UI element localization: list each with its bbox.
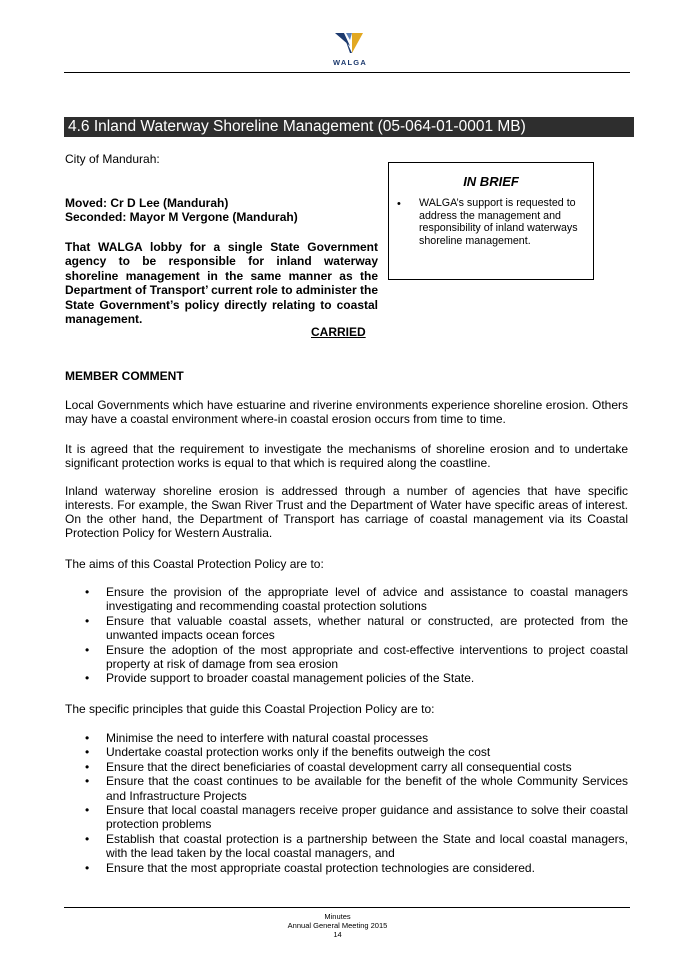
comment-paragraph-3: Inland waterway shoreline erosion is addressed through a number of agencies that have specific interests. For example, the Swan River Trust and the Department of Water have specific areas of interest. On the other hand, the Department of Transport has carriage of coastal management via its Coastal Protection Policy for Western Australia. bbox=[65, 484, 628, 540]
aims-intro: The aims of this Coastal Protection Policy are to: bbox=[65, 557, 324, 571]
bullet-icon: • bbox=[85, 642, 90, 657]
page-number: 14 bbox=[333, 930, 342, 939]
header-divider bbox=[64, 72, 630, 73]
moved-by: Moved: Cr D Lee (Mandurah) bbox=[65, 196, 229, 210]
list-item: • Ensure the provision of the appropriate level of advice and assistance to coastal managers investigating and recommending coastal protection solutions bbox=[85, 585, 628, 614]
bullet-icon: • bbox=[85, 803, 90, 818]
motion-text: That WALGA lobby for a single State Government agency to be responsible for inland waterway shoreline management in the same manner as the Department of Transport’ current role to administer the State Government’s policy directly relating to coastal management. bbox=[65, 240, 378, 327]
comment-paragraph-1: Local Governments which have estuarine and riverine environments experience shoreline erosion. Others may have a coastal environment where-in coastal erosion occurs from time to time. bbox=[65, 398, 628, 426]
list-item: • Ensure the adoption of the most appropriate and cost-effective interventions to project coastal property at risk of damage from sea erosion bbox=[85, 642, 628, 672]
list-item: • Ensure that valuable coastal assets, whether natural or constructed, are protected from the unwanted impacts ocean forces bbox=[85, 613, 628, 643]
footer-meeting: Annual General Meeting 2015 bbox=[287, 921, 388, 930]
section-heading: 4.6 Inland Waterway Shoreline Management (05-064-01-0001 MB) bbox=[64, 117, 634, 137]
list-item: • Ensure that local coastal managers receive proper guidance and assistance to solve their coastal protection problems bbox=[85, 803, 628, 832]
list-item: • Establish that coastal protection is a partnership between the State and local coastal managers, with the lead taken by the local coastal managers, and bbox=[85, 831, 628, 861]
bullet-icon: • bbox=[85, 585, 90, 599]
bullet-icon: • bbox=[397, 198, 401, 210]
bullet-icon: • bbox=[85, 745, 90, 760]
list-item: • Undertake coastal protection works only if the benefits outweigh the cost bbox=[85, 745, 491, 760]
list-item: • Ensure that the most appropriate coastal protection technologies are considered. bbox=[85, 860, 535, 875]
bullet-icon: • bbox=[85, 671, 90, 686]
list-item: • Minimise the need to interfere with natural coastal processes bbox=[85, 731, 429, 745]
list-item: • Ensure that the direct beneficiaries of coastal development carry all consequential costs bbox=[85, 759, 572, 774]
comment-paragraph-2: It is agreed that the requirement to investigate the mechanisms of shoreline erosion and to undertake significant protection works is equal to that which is required along the coastline. bbox=[65, 442, 628, 470]
logo-text: WALGA bbox=[333, 58, 367, 67]
footer-title: Minutes bbox=[324, 912, 351, 921]
footer-divider bbox=[64, 907, 630, 908]
list-item: • Provide support to broader coastal management policies of the State. bbox=[85, 671, 475, 686]
bullet-icon: • bbox=[85, 860, 90, 875]
motion-result: CARRIED bbox=[311, 325, 366, 339]
principles-list bbox=[85, 731, 628, 875]
member-comment-heading: MEMBER COMMENT bbox=[65, 369, 184, 383]
bullet-icon: • bbox=[85, 759, 90, 774]
in-brief-title: IN BRIEF bbox=[463, 174, 519, 189]
list-item: • Ensure that the coast continues to be available for the benefit of the whole Community Services and Infrastructure Projects bbox=[85, 774, 628, 803]
submitter: City of Mandurah: bbox=[65, 152, 160, 166]
bullet-icon: • bbox=[85, 731, 90, 745]
in-brief-box bbox=[388, 162, 594, 280]
in-brief-text: WALGA’s support is requested to address the management and responsibility of inland waterways shoreline management. bbox=[419, 197, 578, 247]
bullet-icon: • bbox=[85, 613, 90, 628]
aims-list bbox=[85, 585, 628, 686]
bullet-icon: • bbox=[85, 774, 90, 789]
principles-intro: The specific principles that guide this Coastal Projection Policy are to: bbox=[65, 702, 435, 716]
seconded-by: Seconded: Mayor M Vergone (Mandurah) bbox=[65, 210, 298, 224]
bullet-icon: • bbox=[85, 831, 90, 846]
